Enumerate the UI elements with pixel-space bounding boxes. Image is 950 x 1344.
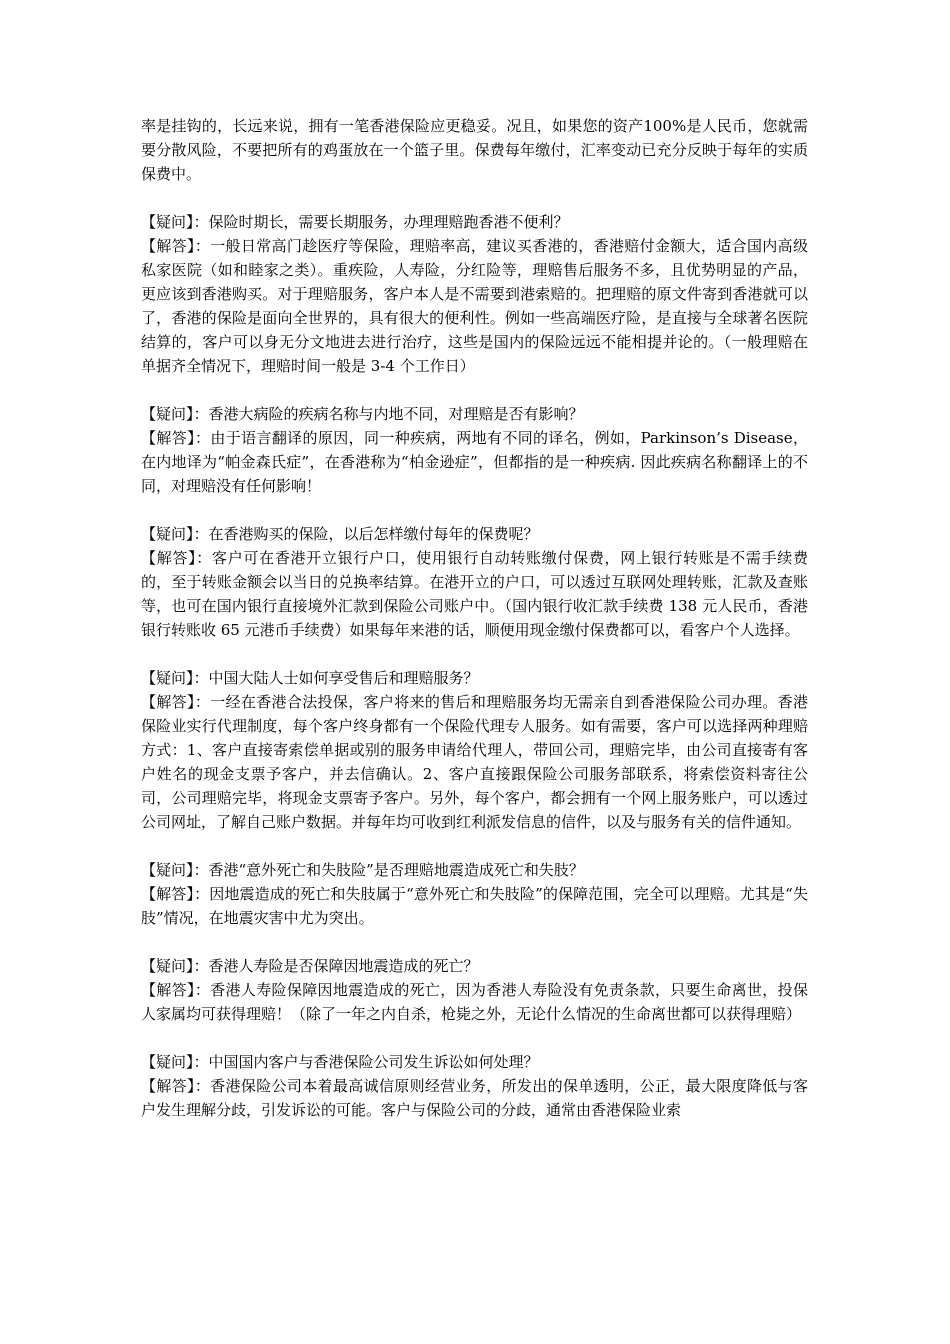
question-text: 香港“意外死亡和失肢险”是否理赔地震造成死亡和失肢？ bbox=[208, 861, 584, 879]
answer-1 bbox=[141, 234, 808, 378]
answer-text: 香港人寿险保障因地震造成的死亡，因为香港人寿险没有免责条款，只要生命离世，投保人家属均可获得理赔！（除了一年之内自杀，枪毙之外，无论什么情况的生命离世都可以获得理赔） bbox=[141, 981, 808, 1023]
intro-paragraph: 率是挂钩的，长远来说，拥有一笔香港保险应更稳妥。况且，如果您的资产100%是人民币，您就需要分散风险，不要把所有的鸡蛋放在一个篮子里。保费每年缴付，汇率变动已充分反映于每年的实质保费中。 bbox=[141, 117, 808, 183]
question-5 bbox=[141, 858, 808, 882]
question-text: 香港人寿险是否保障因地震造成的死亡？ bbox=[208, 957, 479, 975]
answer-4 bbox=[141, 690, 808, 834]
qa-block-6 bbox=[141, 954, 808, 1026]
answer-label: 【解答】： bbox=[141, 429, 211, 447]
answer-label: 【解答】： bbox=[141, 237, 211, 255]
answer-3 bbox=[141, 546, 808, 642]
question-1 bbox=[141, 210, 808, 234]
answer-6 bbox=[141, 978, 808, 1026]
qa-block-1 bbox=[141, 210, 808, 378]
answer-text: 客户可在香港开立银行户口，使用银行自动转账缴付保费，网上银行转账是不需手续费的，至于转账金额会以当日的兑换率结算。在港开立的户口，可以透过互联网处理转账，汇款及查账等，也可在国内银行直接境外汇款到保险公司账户中。（国内银行收汇款手续费 138 元人民币，香港银行转账收 65 元港币手续费）如果每年来港的话，顺便用现金缴付保费都可以，看客户个人选择。 bbox=[141, 549, 808, 639]
answer-label: 【解答】： bbox=[141, 885, 210, 903]
question-4 bbox=[141, 666, 808, 690]
question-label: 【疑问】： bbox=[141, 213, 209, 231]
answer-text: 因地震造成的死亡和失肢属于“意外死亡和失肢险”的保障范围，完全可以理赔。尤其是“失肢”情况，在地震灾害中尤为突出。 bbox=[141, 885, 808, 927]
question-text: 中国国内客户与香港保险公司发生诉讼如何处理？ bbox=[208, 1053, 539, 1071]
question-text: 保险时期长，需要长期服务，办理理赔跑香港不便利？ bbox=[208, 213, 569, 231]
answer-text: 香港保险公司本着最高诚信原则经营业务，所发出的保单透明，公正，最大限度降低与客户发生理解分歧，引发诉讼的可能。客户与保险公司的分歧，通常由香港保险业索 bbox=[141, 1077, 808, 1119]
answer-label: 【解答】： bbox=[141, 549, 213, 567]
qa-block-2 bbox=[141, 402, 808, 498]
answer-5 bbox=[141, 882, 808, 930]
question-label: 【疑问】： bbox=[141, 861, 209, 879]
qa-block-7 bbox=[141, 1050, 808, 1122]
answer-text: 由于语言翻译的原因，同一种疾病，两地有不同的译名，例如，Parkinson’s Disease，在内地译为“帕金森氏症”，在香港称为“柏金逊症”，但都指的是一种疾病. 因此疾病名称翻译上的不同，对理赔没有任何影响！ bbox=[141, 429, 808, 495]
question-label: 【疑问】： bbox=[141, 957, 209, 975]
answer-text: 一般日常高门趁医疗等保险，理赔率高，建议买香港的，香港赔付金额大，适合国内高级私家医院（如和睦家之类）。重疾险，人寿险，分红险等，理赔售后服务不多，且优势明显的产品，更应该到香港购买。对于理赔服务，客户本人是不需要到港索赔的。把理赔的原文件寄到香港就可以了，香港的保险是面向全世界的，具有很大的便利性。例如一些高端医疗险，是直接与全球著名医院结算的，客户可以身无分文地进去进行治疗，这些是国内的保险远远不能相提并论的。（一般理赔在单据齐全情况下，理赔时间一般是 3-4 个工作日） bbox=[141, 237, 808, 375]
answer-label: 【解答】： bbox=[141, 1077, 211, 1095]
question-label: 【疑问】： bbox=[141, 525, 209, 543]
answer-text: 一经在香港合法投保，客户将来的售后和理赔服务均无需亲自到香港保险公司办理。香港保险业实行代理制度，每个客户终身都有一个保险代理专人服务。如有需要，客户可以选择两种理赔方式：1、客户直接寄索偿单据或别的服务申请给代理人，带回公司，理赔完毕，由公司直接寄有客户姓名的现金支票予客户，并去信确认。2、客户直接跟保险公司服务部联系，将索偿资料寄往公司，公司理赔完毕，将现金支票寄予客户。另外，每个客户，都会拥有一个网上服务账户，可以透过公司网址，了解自己账户数据。并每年均可收到红利派发信息的信件，以及与服务有关的信件通知。 bbox=[141, 693, 808, 831]
answer-7 bbox=[141, 1074, 808, 1122]
question-label: 【疑问】： bbox=[141, 405, 209, 423]
document-page bbox=[141, 114, 808, 1122]
question-7 bbox=[141, 1050, 808, 1074]
answer-label: 【解答】： bbox=[141, 693, 211, 711]
question-3 bbox=[141, 522, 808, 546]
question-6 bbox=[141, 954, 808, 978]
question-text: 中国大陆人士如何享受售后和理赔服务？ bbox=[208, 669, 479, 687]
qa-block-5 bbox=[141, 858, 808, 930]
answer-2 bbox=[141, 426, 808, 498]
answer-label: 【解答】： bbox=[141, 981, 211, 999]
qa-block-3 bbox=[141, 522, 808, 642]
qa-block-4 bbox=[141, 666, 808, 834]
question-label: 【疑问】： bbox=[141, 1053, 209, 1071]
question-text: 香港大病险的疾病名称与内地不同，对理赔是否有影响？ bbox=[208, 405, 584, 423]
question-text: 在香港购买的保险，以后怎样缴付每年的保费呢？ bbox=[208, 525, 539, 543]
question-label: 【疑问】： bbox=[141, 669, 209, 687]
question-2 bbox=[141, 402, 808, 426]
